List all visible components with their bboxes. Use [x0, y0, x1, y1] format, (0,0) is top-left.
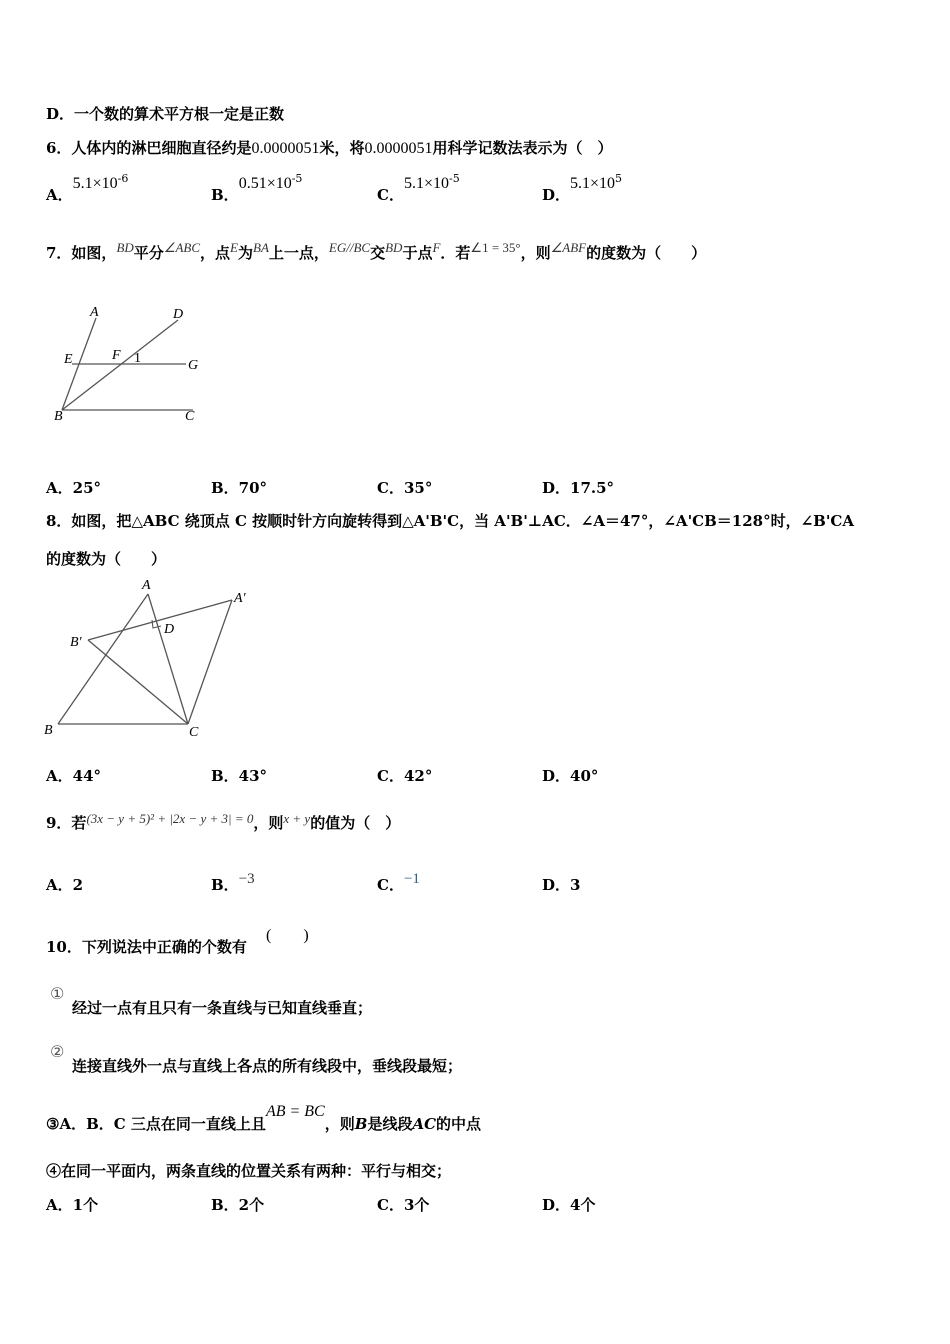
q7-text-10: 的度数为（ ） — [586, 244, 707, 262]
q8-option-a[interactable]: A．44° — [46, 767, 102, 785]
q9-option-d-label: D． — [542, 876, 571, 894]
q9-option-c[interactable] — [377, 871, 420, 895]
q6-stem — [46, 137, 612, 158]
q7-text-2: 平分 — [133, 244, 164, 262]
q8-label-bprime: B′ — [70, 635, 82, 650]
q6-option-a-label: A． — [46, 186, 73, 204]
q7-math-e: E — [230, 240, 238, 255]
q10-option-d[interactable]: D．4个 — [542, 1196, 596, 1214]
q6-option-a-exponent: -6 — [117, 172, 129, 185]
q10-s3-text-a: ③A．B．C 三点在同一直线上且 — [46, 1115, 266, 1133]
q6-option-d-label: D． — [542, 186, 571, 204]
q10-statement-4: ④在同一平面内，两条直线的位置关系有两种：平行与相交； — [46, 1162, 452, 1180]
q9-option-a-value: 2 — [72, 876, 84, 894]
q6-option-c-label: C． — [377, 186, 404, 204]
q6-option-a[interactable] — [46, 172, 129, 204]
q9-option-a-label: A． — [46, 876, 73, 894]
q10-s3-text-c: 是线段 — [367, 1115, 413, 1133]
q7-math-angle-abf: ∠ABF — [550, 240, 587, 255]
q7-text-9: ，则 — [520, 244, 551, 262]
q9-option-b[interactable] — [211, 871, 255, 895]
q8-option-b[interactable]: B．43° — [211, 767, 268, 785]
q6-option-b-exponent: -5 — [291, 172, 303, 185]
q7-text-4: 为 — [237, 244, 253, 262]
q6-option-d-exponent: 5 — [615, 172, 623, 185]
q6-option-c[interactable] — [377, 172, 460, 204]
q8-stem-line2: 的度数为（ ） — [46, 550, 167, 568]
q6-option-b-label: B． — [211, 186, 239, 204]
q10-statement-1: 经过一点有且只有一条直线与已知直线垂直； — [72, 999, 373, 1017]
q7-math-angle1: ∠1 = 35° — [470, 240, 521, 255]
q7-label-e: E — [64, 352, 73, 367]
q8-label-aprime: A′ — [234, 591, 246, 606]
q9-text-2: ，则 — [253, 814, 284, 832]
q8-label-a: A — [142, 578, 151, 593]
q7-line-bd — [62, 320, 178, 410]
q6-text-c: 用科学记数法表示为（ ） — [432, 139, 613, 157]
q8-label-d: D — [164, 622, 175, 637]
q7-math-eg-parallel-bc: EG//BC — [328, 240, 371, 255]
q7-text-8: ．若 — [440, 244, 471, 262]
q7-label-g: G — [188, 358, 199, 373]
q9-option-a[interactable] — [46, 874, 83, 895]
q8-option-c[interactable]: C．42° — [377, 767, 433, 785]
q9-option-c-label: C． — [377, 876, 404, 894]
q6-option-c-exponent: -5 — [448, 172, 460, 185]
q8-label-b: B — [44, 723, 53, 738]
q10-statement-3 — [46, 1103, 482, 1134]
q10-s3-text-b: ，则 — [324, 1115, 355, 1133]
q9-equation: (3x − y + 5)² + |2x − y + 3| = 0 — [86, 811, 254, 826]
q8-label-c: C — [189, 725, 199, 740]
q6-option-a-mantissa: 5.1×10 — [72, 175, 118, 192]
q7-option-d[interactable]: D．17.5° — [542, 479, 615, 497]
q9-option-c-value: −1 — [403, 871, 420, 887]
q7-option-a[interactable]: A．25° — [46, 479, 102, 497]
q7-label-c: C — [185, 409, 195, 424]
q8-figure — [40, 576, 270, 746]
q6-text-a: 6．人体内的淋巴细胞直径约是 — [46, 139, 252, 157]
q7-text-3: ，点 — [200, 244, 231, 262]
q10-s3-b: B — [354, 1115, 368, 1133]
q7-math-bd-2: BD — [385, 240, 403, 255]
q8-line-apc — [188, 600, 232, 724]
q9-option-d[interactable] — [542, 874, 580, 895]
q7-label-d: D — [173, 307, 184, 322]
q7-text-7: 于点 — [402, 244, 433, 262]
q10-stem: 10．下列说法中正确的个数有 — [46, 938, 247, 956]
q6-num2: 0.0000051 — [364, 140, 433, 157]
q6-option-d-mantissa: 5.1×10 — [570, 175, 616, 192]
q10-option-a[interactable]: A．1个 — [46, 1196, 99, 1214]
q7-math-angle-abc: ∠ABC — [163, 240, 201, 255]
q10-statement-2: 连接直线外一点与直线上各点的所有线段中，垂线段最短； — [72, 1057, 463, 1075]
q7-math-ba: BA — [253, 240, 269, 255]
q8-stem-line1: 8．如图，把△ABC 绕顶点 C 按顺时针方向旋转得到△A'B'C，当 A'B'⊥AC．∠A＝47°，∠A'CB＝128°时，∠B'CA — [46, 512, 855, 530]
q10-option-b[interactable]: B．2个 — [211, 1196, 265, 1214]
q9-option-d-value: 3 — [570, 876, 581, 894]
q9-text-1: 9．若 — [46, 814, 87, 832]
q6-text-b: 米，将 — [319, 139, 365, 157]
q8-option-d[interactable]: D．40° — [542, 767, 599, 785]
q7-option-b[interactable]: B．70° — [211, 479, 268, 497]
q10-s3-ac: AC — [412, 1115, 437, 1133]
q6-option-b-mantissa: 0.51×10 — [238, 175, 292, 192]
q7-text-5: 上一点， — [268, 244, 329, 262]
q6-option-b[interactable] — [211, 172, 303, 204]
q7-label-f: F — [112, 348, 121, 363]
q9-option-b-label: B． — [211, 876, 239, 894]
q7-text-1: 7．如图， — [46, 244, 117, 262]
q7-stem — [46, 242, 706, 263]
q7-text-6: 交 — [370, 244, 386, 262]
q10-s3-text-d: 的中点 — [436, 1115, 482, 1133]
q10-statement-2-mark: ② — [50, 1042, 65, 1061]
q10-paren: ( ) — [266, 927, 309, 944]
q9-expr-x-plus-y: x + y — [283, 811, 311, 826]
q6-option-d[interactable] — [542, 172, 623, 204]
q9-stem — [46, 812, 400, 833]
q9-option-b-value: −3 — [238, 871, 255, 887]
q8-line-ba — [58, 594, 148, 724]
q10-s3-math: AB = BC — [265, 1103, 325, 1120]
q7-label-1: 1 — [134, 351, 141, 366]
q6-num1: 0.0000051 — [251, 140, 320, 157]
q10-option-c[interactable]: C．3个 — [377, 1196, 430, 1214]
q7-label-b: B — [54, 409, 63, 424]
q6-option-c-mantissa: 5.1×10 — [403, 175, 449, 192]
q7-label-a: A — [90, 305, 99, 320]
prev-option-d: D．一个数的算术平方根一定是正数 — [46, 105, 285, 123]
q7-option-c[interactable]: C．35° — [377, 479, 433, 497]
q8-line-bpc — [88, 640, 188, 724]
q7-math-bd: BD — [116, 240, 134, 255]
q9-text-3: 的值为（ ） — [310, 814, 401, 832]
q7-math-f: F — [432, 240, 441, 255]
q10-statement-1-mark: ① — [50, 984, 65, 1003]
q7-figure — [48, 300, 218, 430]
